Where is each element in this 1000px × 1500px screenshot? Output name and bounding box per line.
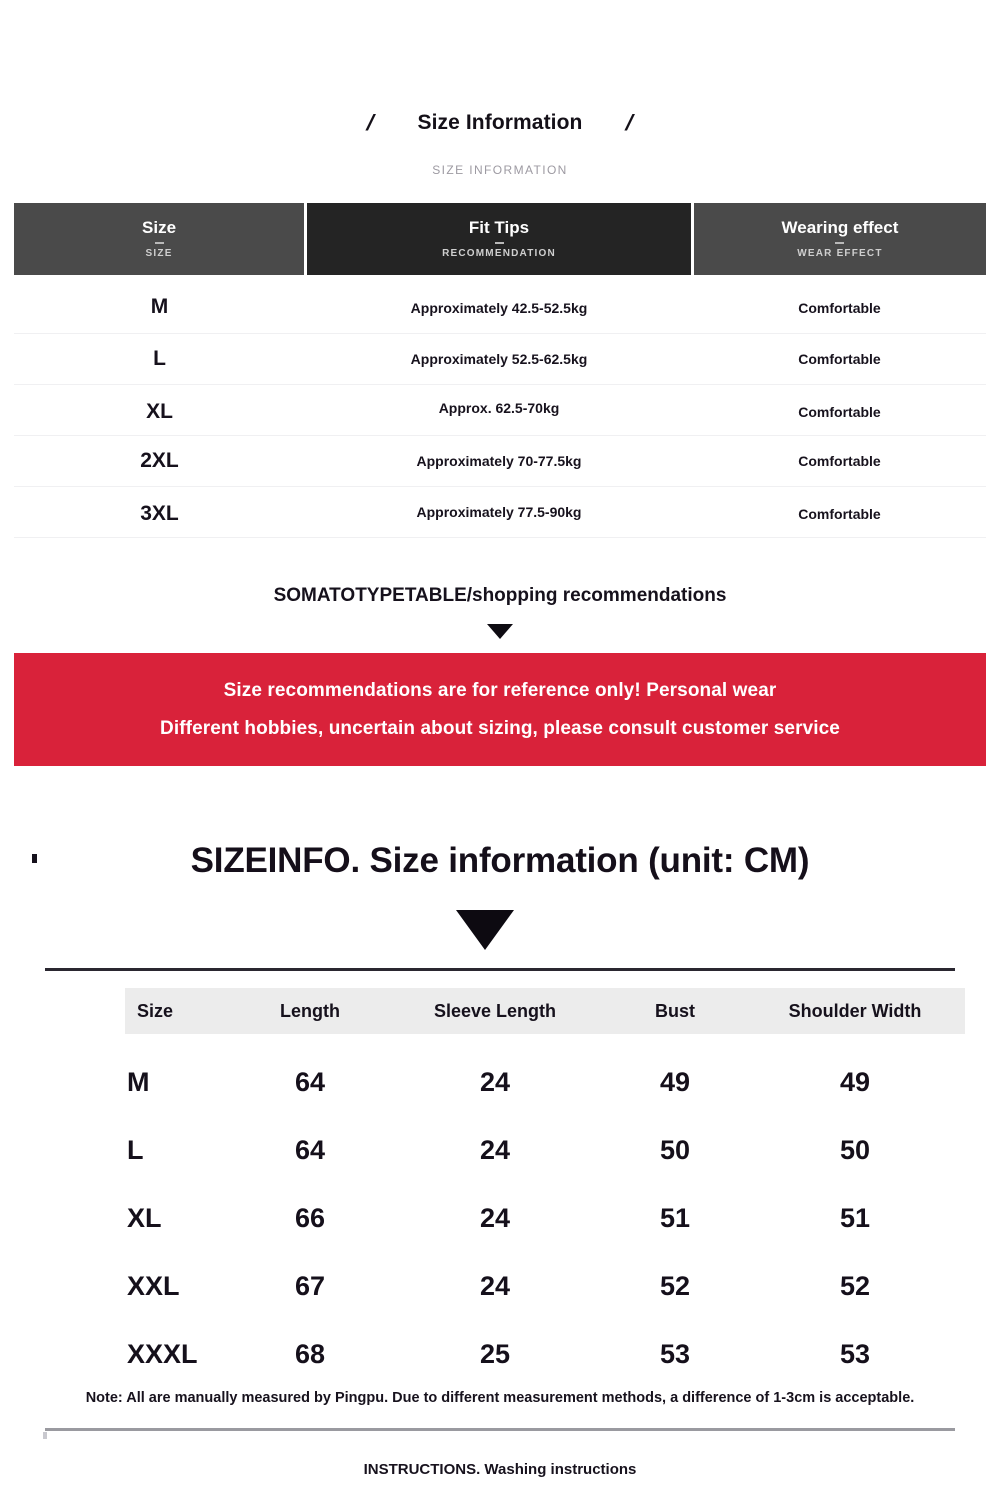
cell-wearing-effect: Comfortable (798, 351, 881, 367)
measurement-table-header (125, 988, 965, 1034)
triangle-down-small-icon (487, 624, 513, 639)
cell-size: M (127, 1066, 150, 1097)
banner-line-2: Different hobbies, uncertain about sizing, please consult customer service (160, 717, 840, 739)
cell-fit-tips: Approximately 70-77.5kg (416, 453, 582, 469)
page-title: Size Information (417, 111, 583, 134)
section-one-title-row (0, 110, 1000, 136)
measurement-note: Note: All are manually measured by Pingpu. Due to different measurement methods, a difference of 1-3cm is acceptable. (85, 1390, 915, 1406)
section-divider-cap (43, 1432, 47, 1439)
measurement-table-body (125, 1048, 965, 1388)
cell-shoulder-width: 49 (839, 1066, 871, 1097)
cell-sleeve-length: 24 (479, 1202, 511, 1233)
measurement-header-bust: Bust (655, 1000, 695, 1021)
cell-length: 67 (294, 1270, 326, 1301)
triangle-down-large-icon (456, 910, 514, 950)
cell-length: 68 (294, 1338, 326, 1369)
section-divider (45, 1428, 955, 1431)
fit-table-header-wearing-effect-main: Wearing effect (781, 217, 899, 237)
cell-size: L (153, 347, 166, 370)
washing-instructions-heading: INSTRUCTIONS. Washing instructions (363, 1461, 637, 1478)
cell-sleeve-length: 24 (479, 1270, 511, 1301)
table-row (125, 1252, 965, 1320)
cell-wearing-effect: Comfortable (798, 453, 881, 469)
fit-table-header (14, 203, 986, 275)
cell-bust: 53 (659, 1338, 691, 1369)
cell-fit-tips: Approx. 62.5-70kg (438, 400, 560, 416)
fit-table-header-size (14, 203, 304, 275)
cell-wearing-effect: Comfortable (798, 300, 881, 316)
dash-divider-icon (495, 242, 504, 244)
fit-table-header-size-main: Size (142, 217, 177, 237)
cell-fit-tips: Approximately 42.5-52.5kg (410, 300, 588, 316)
cell-size: 3XL (140, 502, 179, 525)
cell-size: XXXL (127, 1338, 198, 1369)
banner-line-1: Size recommendations are for reference only! Personal wear (223, 679, 777, 701)
dash-divider-icon (835, 242, 844, 244)
cell-sleeve-length: 24 (479, 1066, 511, 1097)
measurement-section-title: SIZEINFO. Size information (unit: CM) (190, 841, 810, 880)
table-row (125, 1320, 965, 1388)
cell-size: XXL (127, 1270, 180, 1301)
table-row (14, 487, 986, 538)
fit-table-body (14, 283, 986, 538)
table-row (125, 1048, 965, 1116)
table-row (125, 1116, 965, 1184)
cell-sleeve-length: 24 (479, 1134, 511, 1165)
table-row (14, 283, 986, 334)
dash-divider-icon (155, 242, 164, 244)
fit-table-header-size-sub: SIZE (145, 248, 173, 260)
cell-size: L (127, 1134, 144, 1165)
cell-size: M (150, 295, 169, 318)
cell-shoulder-width: 50 (839, 1134, 871, 1165)
fit-table-header-wearing-effect (694, 203, 986, 275)
measurement-header-shoulder-width: Shoulder Width (788, 1000, 922, 1021)
fit-table-header-fit-tips (307, 203, 691, 275)
table-row (125, 1184, 965, 1252)
fit-table-header-wearing-effect-sub: WEAR EFFECT (797, 248, 883, 260)
cell-wearing-effect: Comfortable (798, 506, 881, 522)
cell-length: 64 (294, 1066, 326, 1097)
size-disclaimer-banner (14, 653, 986, 766)
table-row (14, 436, 986, 487)
measurement-header-sleeve-length: Sleeve Length (433, 1000, 557, 1021)
table-row (14, 334, 986, 385)
cell-wearing-effect: Comfortable (798, 404, 881, 420)
cell-length: 64 (294, 1134, 326, 1165)
cell-size: XL (127, 1202, 162, 1233)
somatotype-caption: SOMATOTYPETABLE/shopping recommendations (273, 585, 727, 606)
page-subtitle: SIZE INFORMATION (432, 163, 568, 177)
cell-size: 2XL (140, 449, 179, 472)
cell-bust: 52 (659, 1270, 691, 1301)
slash-left-icon: / (366, 110, 375, 135)
cell-size: XL (146, 400, 173, 423)
fit-table-header-fit-tips-main: Fit Tips (468, 217, 530, 237)
cell-sleeve-length: 25 (479, 1338, 511, 1369)
slash-right-icon: / (625, 110, 634, 135)
cell-bust: 50 (659, 1134, 691, 1165)
measurement-header-length: Length (280, 1000, 340, 1021)
cell-shoulder-width: 52 (839, 1270, 871, 1301)
cell-bust: 51 (659, 1202, 691, 1233)
cell-length: 66 (294, 1202, 326, 1233)
table-row (14, 385, 986, 436)
cell-bust: 49 (659, 1066, 691, 1097)
measurement-header-size: Size (137, 1000, 174, 1021)
cell-fit-tips: Approximately 52.5-62.5kg (410, 351, 588, 367)
measurement-table-top-rule (45, 968, 955, 971)
cell-shoulder-width: 51 (839, 1202, 871, 1233)
cell-shoulder-width: 53 (839, 1338, 871, 1369)
cell-fit-tips: Approximately 77.5-90kg (416, 504, 582, 520)
fit-table-header-fit-tips-sub: RECOMMENDATION (442, 248, 556, 260)
